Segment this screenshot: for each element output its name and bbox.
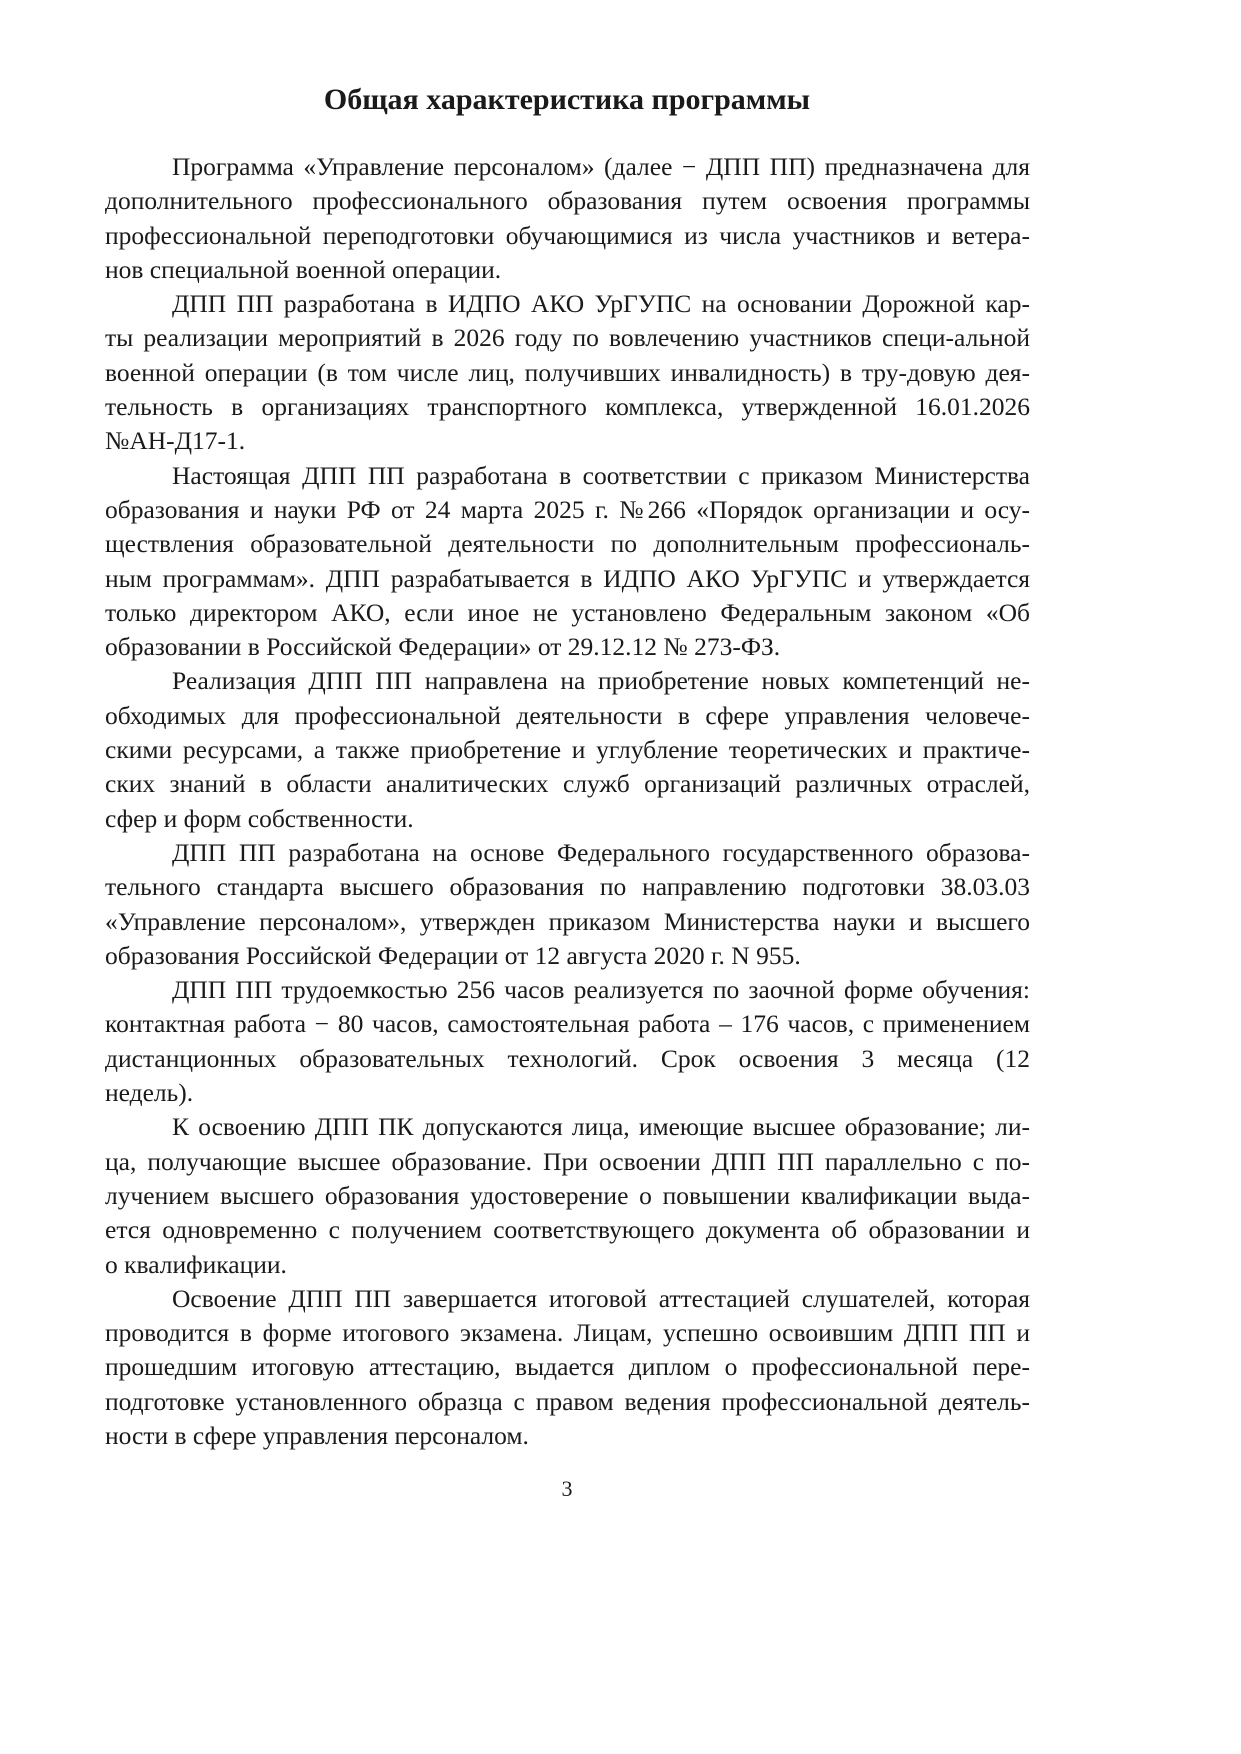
page-title: Общая характеристика программы xyxy=(323,83,811,116)
paragraph xyxy=(105,836,1030,973)
text-line: ца, получающие высшее образование. При освоении ДПП ПП параллельно с по- xyxy=(105,1146,1030,1176)
text-line: прошедшим итоговую аттестацию, выдается диплом о профессиональной пере- xyxy=(105,1352,1030,1382)
text-line: ным программам». ДПП разрабатывается в ИДПО АКО УрГУПС и утверждается xyxy=(105,563,1030,593)
text-line: Программа «Управление персоналом» (далее − ДПП ПП) предназначена для xyxy=(172,152,1030,181)
text-line: образовании в Российской Федерации» от 29.12.12 № 273-ФЗ. xyxy=(105,632,781,662)
text-line: ДПП ПП разработана на основе Федерального государственного образова- xyxy=(172,837,1030,867)
text-line: тельность в организациях транспортного комплекса, утвержденной 16.01.2026 xyxy=(105,392,1030,422)
text-line: ских знаний в области аналитических служб организаций различных отраслей, xyxy=(105,769,1030,799)
text-line: подготовке установленного образца с правом ведения профессиональной деятель- xyxy=(105,1386,1030,1416)
text-line: К освоению ДПП ПК допускаются лица, имеющие высшее образование; ли- xyxy=(172,1112,1030,1142)
text-line: лучением высшего образования удостоверение о повышении квалификации выда- xyxy=(105,1180,1030,1210)
paragraph xyxy=(105,664,1030,835)
text-line: №АН-Д17-1. xyxy=(105,426,246,456)
text-line: сфер и форм собственности. xyxy=(105,803,414,833)
paragraph xyxy=(105,1110,1030,1281)
text-line: дополнительного профессионального образования путем освоения программы xyxy=(105,186,1030,216)
text-line: образования и науки РФ от 24 марта 2025 г. №266 «Порядок организации и осу- xyxy=(105,494,1030,524)
text-line: скими ресурсами, а также приобретение и углубление теоретических и практиче- xyxy=(105,735,1030,765)
text-line: Освоение ДПП ПП завершается итоговой аттестацией слушателей, которая xyxy=(172,1283,1030,1313)
text-line: профессиональной переподготовки обучающимися из числа участников и ветера- xyxy=(105,220,1030,250)
page-number: 3 xyxy=(561,1476,573,1501)
paragraph xyxy=(105,973,1030,1110)
paragraph xyxy=(105,287,1030,458)
text-line: проводится в форме итогового экзамена. Лицам, успешно освоившим ДПП ПП и xyxy=(105,1318,1030,1348)
text-line: контактная работа − 80 часов, самостоятельная работа – 176 часов, с применением xyxy=(105,1009,1030,1039)
paragraph xyxy=(105,150,1030,287)
text-line: недель). xyxy=(105,1078,194,1108)
text-line: Настоящая ДПП ПП разработана в соответствии с приказом Министерства xyxy=(172,460,1030,490)
text-line: обходимых для профессиональной деятельности в сфере управления человече- xyxy=(105,700,1030,730)
text-line: только директором АКО, если иное не установлено Федеральным законом «Об xyxy=(105,597,1030,627)
paragraph xyxy=(105,459,1030,665)
text-line: ности в сфере управления персоналом. xyxy=(105,1420,529,1450)
text-line: о квалификации. xyxy=(105,1249,287,1279)
text-line: тельного стандарта высшего образования по направлению подготовки 38.03.03 xyxy=(105,872,1030,902)
document-body xyxy=(105,150,1030,1453)
text-line: Реализация ДПП ПП направлена на приобретение новых компетенций не- xyxy=(172,666,1030,696)
text-line: дистанционных образовательных технологий. Срок освоения 3 месяца (12 xyxy=(105,1043,1030,1073)
text-line: нов специальной военной операции. xyxy=(105,254,502,284)
text-line: ется одновременно с получением соответствующего документа об образовании и xyxy=(105,1215,1030,1245)
text-line: ществления образовательной деятельности по дополнительным профессиональ- xyxy=(105,529,1030,559)
text-line: образования Российской Федерации от 12 августа 2020 г. N 955. xyxy=(105,940,801,970)
text-line: ДПП ПП трудоемкостью 256 часов реализуется по заочной форме обучения: xyxy=(172,975,1030,1005)
text-line: ДПП ПП разработана в ИДПО АКО УрГУПС на основании Дорожной кар- xyxy=(172,289,1030,319)
text-line: «Управление персоналом», утвержден приказом Министерства науки и высшего xyxy=(105,906,1030,936)
paragraph xyxy=(105,1282,1030,1453)
text-line: военной операции (в том числе лиц, получивших инвалидность) в тру-довую дея- xyxy=(105,357,1030,387)
text-line: ты реализации мероприятий в 2026 году по вовлечению участников специ-альной xyxy=(105,323,1030,353)
